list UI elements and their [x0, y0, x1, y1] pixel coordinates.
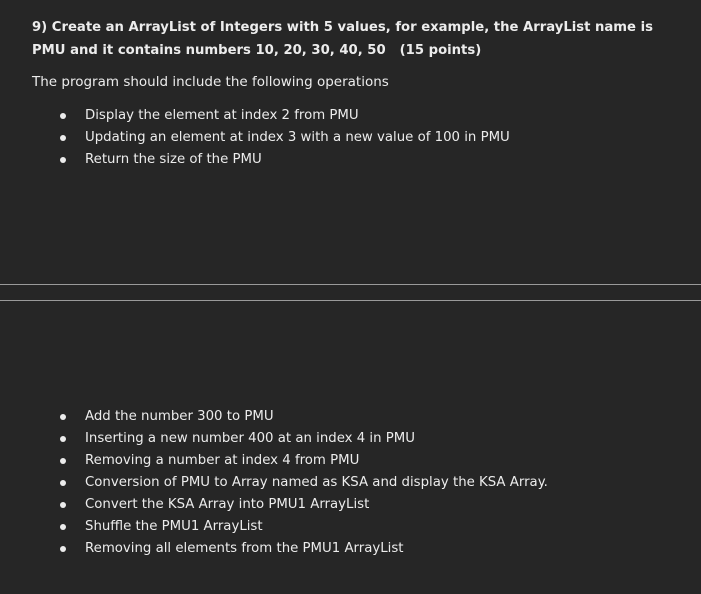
list-item-text: Display the element at index 2 from PMU	[85, 108, 359, 123]
list-item	[0, 472, 548, 494]
page-divider-top	[0, 284, 701, 285]
list-item-text: Return the size of the PMU	[85, 152, 262, 167]
list-item	[0, 105, 510, 127]
bullet-icon	[60, 414, 66, 420]
list-item-text: Removing a number at index 4 from PMU	[85, 453, 360, 468]
list-item	[0, 428, 548, 450]
list-item-text: Shuffle the PMU1 ArrayList	[85, 519, 263, 534]
operations-list-second	[0, 406, 548, 560]
list-item	[0, 516, 548, 538]
list-item	[0, 127, 510, 149]
list-item	[0, 149, 510, 171]
list-item	[0, 494, 548, 516]
bullet-icon	[60, 546, 66, 552]
page-divider-bottom	[0, 300, 701, 301]
question-points: (15 points)	[399, 43, 482, 58]
operations-list-first	[0, 105, 510, 171]
list-item-text: Removing all elements from the PMU1 ArrayList	[85, 541, 404, 556]
question-title	[32, 16, 687, 62]
list-item-text: Inserting a new number 400 at an index 4 in PMU	[85, 431, 415, 446]
list-item	[0, 450, 548, 472]
bullet-icon	[60, 502, 66, 508]
list-item-text: Convert the KSA Array into PMU1 ArrayList	[85, 497, 370, 512]
list-item-text: Updating an element at index 3 with a new value of 100 in PMU	[85, 130, 510, 145]
question-text: 9) Create an ArrayList of Integers with 5 values, for example, the ArrayList name is PMU and it contains numbers 10, 20, 30, 40, 50	[32, 20, 653, 58]
intro-text: The program should include the following operations	[32, 74, 389, 90]
bullet-icon	[60, 113, 66, 119]
list-item-text: Conversion of PMU to Array named as KSA and display the KSA Array.	[85, 475, 548, 490]
bullet-icon	[60, 157, 66, 163]
list-item-text: Add the number 300 to PMU	[85, 409, 274, 424]
bullet-icon	[60, 135, 66, 141]
bullet-icon	[60, 480, 66, 486]
list-item	[0, 406, 548, 428]
list-item	[0, 538, 548, 560]
bullet-icon	[60, 458, 66, 464]
bullet-icon	[60, 524, 66, 530]
bullet-icon	[60, 436, 66, 442]
